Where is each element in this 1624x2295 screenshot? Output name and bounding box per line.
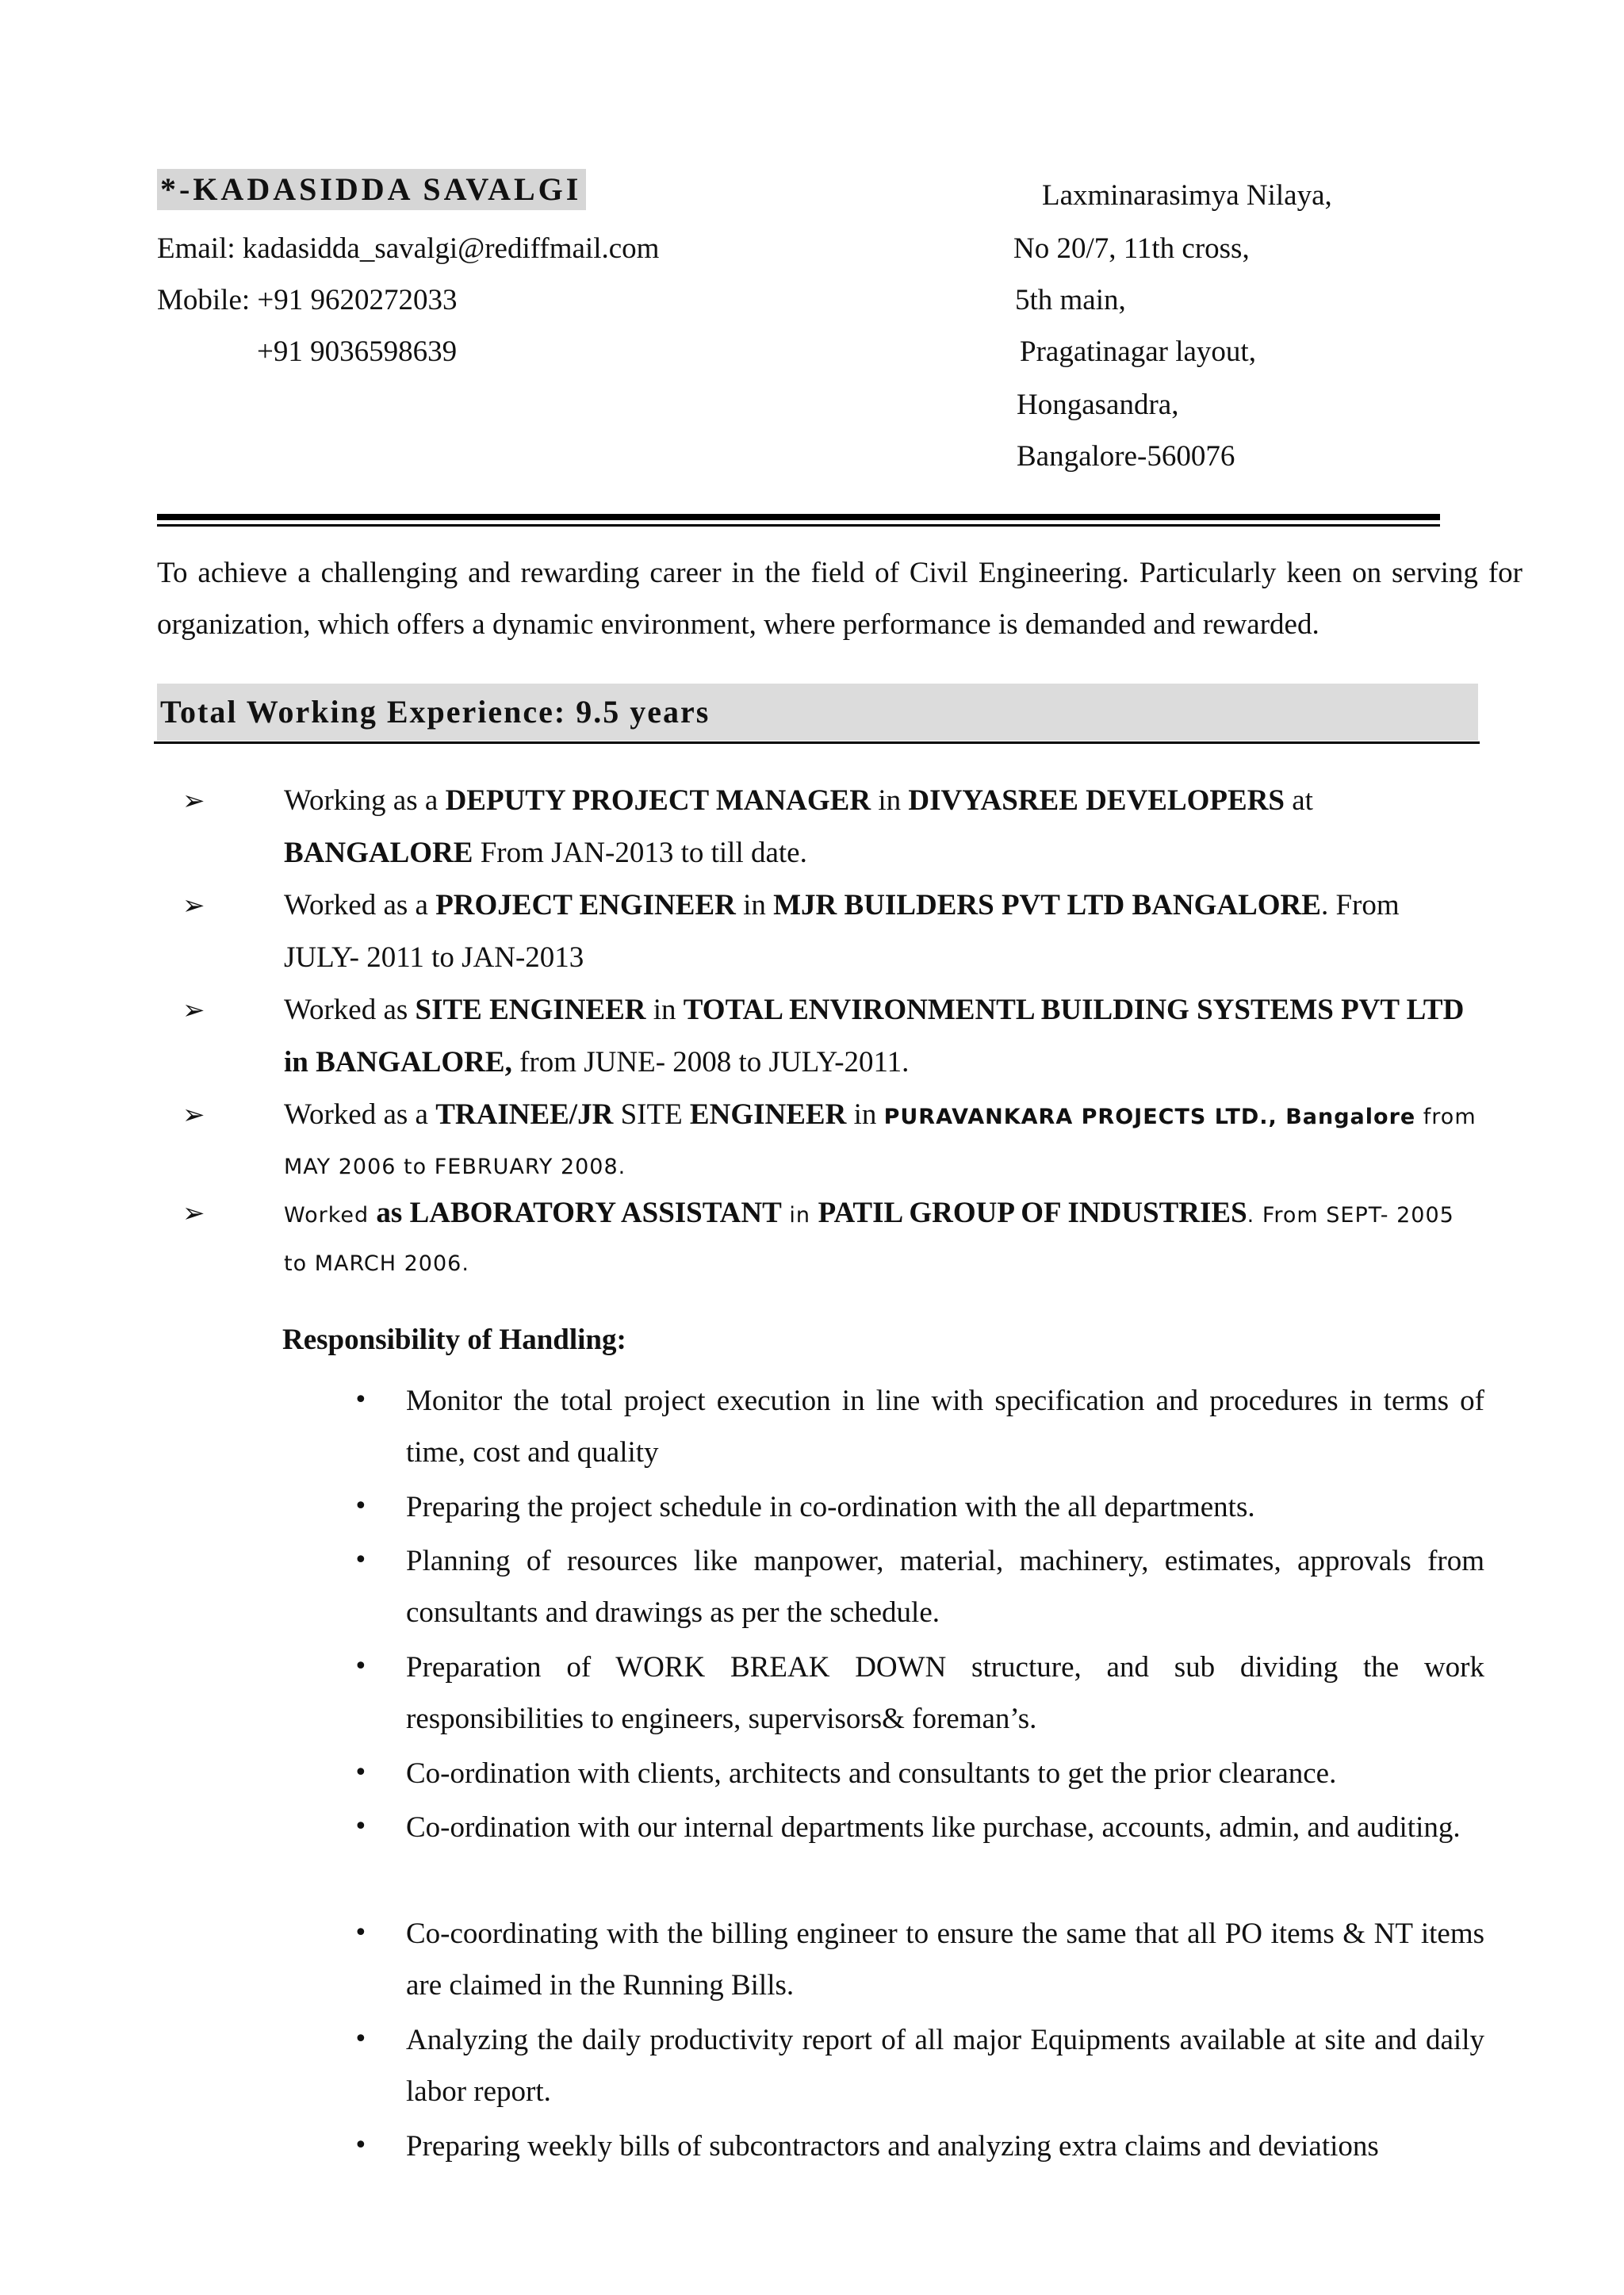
arrow-bullet-icon: ➢ (182, 1197, 205, 1229)
experience-item-line: Working as a DEPUTY PROJECT MANAGER in DIVYASREE DEVELOPERS at (284, 784, 1313, 817)
experience-item-line: BANGALORE From JAN-2013 to till date. (284, 837, 807, 869)
bullet-icon: • (354, 1386, 368, 1414)
address-line: 5th main, (1015, 284, 1126, 316)
experience-item-line: to MARCH 2006. (284, 1251, 469, 1276)
bullet-icon: • (354, 1546, 368, 1574)
arrow-bullet-icon: ➢ (182, 1099, 205, 1131)
experience-heading: Total Working Experience: 9.5 years (160, 694, 710, 730)
mobile-line-2: +91 9036598639 (257, 335, 458, 368)
header-divider-thin (157, 524, 1440, 527)
bullet-icon: • (354, 1759, 368, 1787)
responsibility-item: Preparing the project schedule in co-ordination with the all departments. (406, 1491, 1255, 1523)
bullet-icon: • (354, 2025, 368, 2053)
arrow-bullet-icon: ➢ (182, 890, 205, 921)
address-line: Pragatinagar layout, (1020, 335, 1256, 368)
responsibility-heading: Responsibility of Handling: (282, 1324, 626, 1356)
mobile-line-1: Mobile: +91 9620272033 (157, 284, 458, 316)
experience-heading-rule (154, 741, 1480, 744)
bullet-icon: • (354, 1492, 368, 1520)
experience-item-line: in BANGALORE, from JUNE- 2008 to JULY-2011. (284, 1046, 910, 1079)
arrow-bullet-icon: ➢ (182, 994, 205, 1026)
header-divider-thick (157, 514, 1440, 520)
responsibility-item: Analyzing the daily productivity report of all major Equipments available at site and daily labor report. (406, 2024, 1484, 2108)
responsibility-item: Planning of resources like manpower, material, machinery, estimates, approvals from consultants and drawings as per the schedule. (406, 1545, 1484, 1629)
career-objective: To achieve a challenging and rewarding career in the field of Civil Engineering. Particularly keen on serving for organization, which offers a dynamic environment, where performance is demanded and rewarded. (157, 557, 1522, 641)
arrow-bullet-icon: ➢ (182, 785, 205, 817)
responsibility-item: Preparation of WORK BREAK DOWN structure, and sub dividing the work responsibilities to engineers, supervisors& foreman’s. (406, 1651, 1484, 1735)
experience-item-line: Worked as SITE ENGINEER in TOTAL ENVIRONMENTL BUILDING SYSTEMS PVT LTD (284, 994, 1465, 1026)
experience-item-line: Worked as LABORATORY ASSISTANT in PATIL GROUP OF INDUSTRIES. From SEPT- 2005 (284, 1197, 1454, 1229)
address-line: Bangalore-560076 (1017, 440, 1235, 473)
experience-item-line: MAY 2006 to FEBRUARY 2008. (284, 1155, 626, 1179)
experience-item-line: JULY- 2011 to JAN-2013 (284, 941, 584, 974)
address-line: Hongasandra, (1017, 389, 1179, 421)
bullet-icon: • (354, 1919, 368, 1947)
experience-item-line: Worked as a TRAINEE/JR SITE ENGINEER in PURAVANKARA PROJECTS LTD., Bangalore from (284, 1098, 1477, 1131)
email-line: Email: kadasidda_savalgi@rediffmail.com (157, 232, 660, 265)
responsibility-item: Preparing weekly bills of subcontractors and analyzing extra claims and deviations (406, 2130, 1379, 2163)
address-line: Laxminarasimya Nilaya, (1042, 179, 1332, 212)
experience-item-line: Worked as a PROJECT ENGINEER in MJR BUILDERS PVT LTD BANGALORE. From (284, 889, 1400, 921)
bullet-icon: • (354, 2132, 368, 2159)
responsibility-item: Co-ordination with our internal departments like purchase, accounts, admin, and auditing. (406, 1811, 1461, 1844)
responsibility-item: Co-coordinating with the billing engineer to ensure the same that all PO items & NT items are claimed in the Running Bills. (406, 1918, 1484, 2002)
bullet-icon: • (354, 1653, 368, 1680)
bullet-icon: • (354, 1813, 368, 1841)
candidate-name: *-KADASIDDA SAVALGI (157, 169, 586, 210)
responsibility-item: Monitor the total project execution in line with specification and procedures in terms of time, cost and quality (406, 1385, 1484, 1469)
address-line: No 20/7, 11th cross, (1013, 232, 1250, 265)
responsibility-item: Co-ordination with clients, architects and consultants to get the prior clearance. (406, 1757, 1337, 1790)
